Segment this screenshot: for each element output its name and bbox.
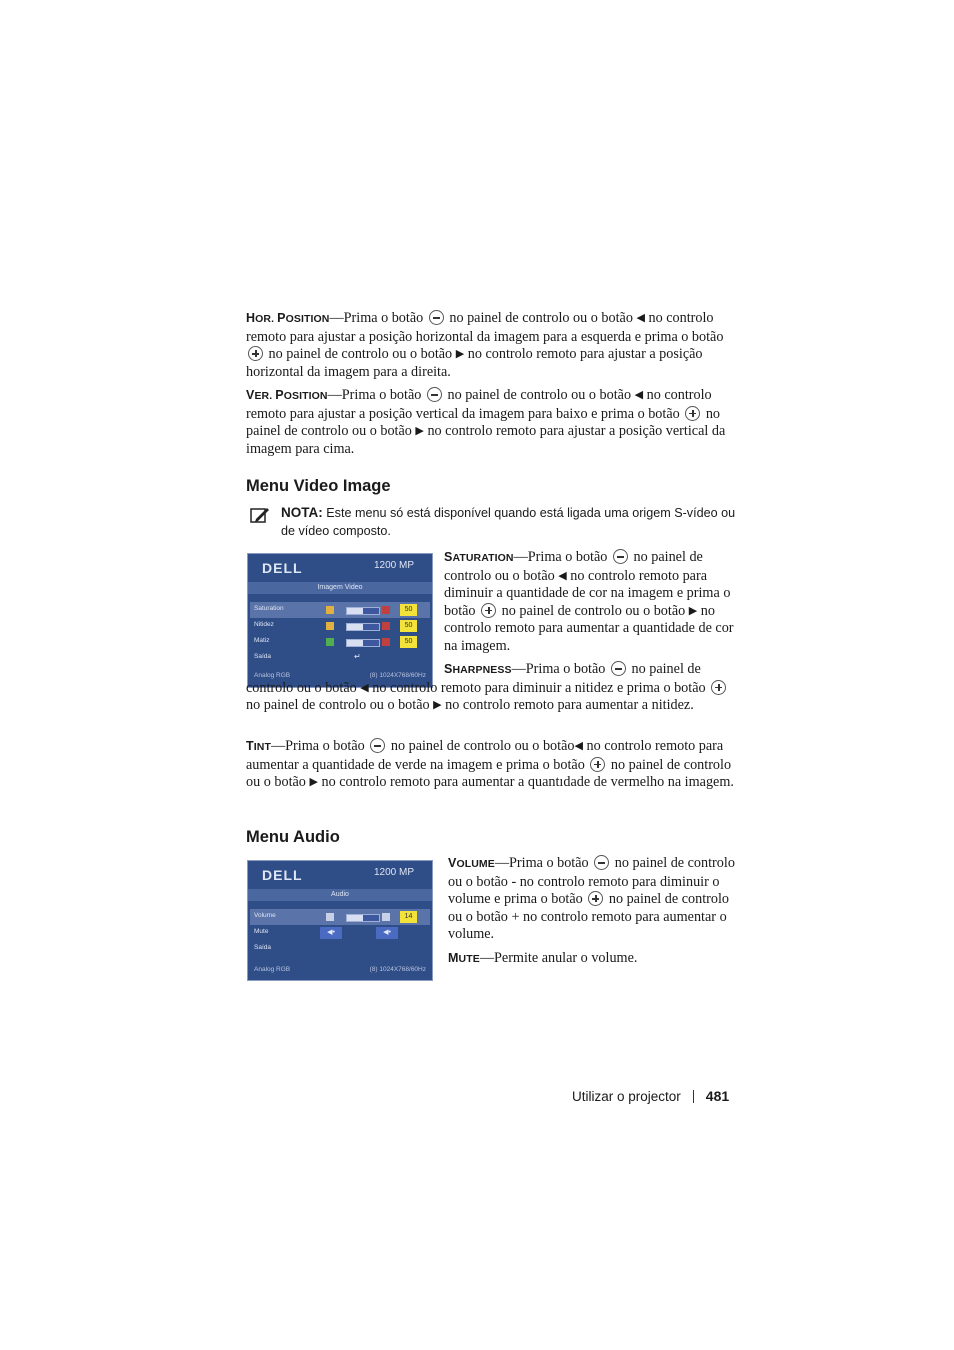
- minus-button-icon: [427, 387, 442, 402]
- osd-increase-icon: [382, 606, 390, 614]
- mute-block: [448, 950, 736, 969]
- osd-slider: [346, 623, 380, 631]
- plus-button-icon: [590, 757, 605, 772]
- mute-paragraph: MUTE—Permite anular o volume.: [448, 950, 638, 966]
- hor-position-paragraph: HOR. POSITION—Prima o botão no painel de controlo ou o botão ◀ no controlo remoto para ajustar a posição horizontal da imagem para a esquerda e prima o botão no painel de controlo ou o botão ▶ no controlo remoto para ajustar a posição horizontal da imagem para a direita.: [246, 310, 724, 380]
- footer-divider: [693, 1090, 694, 1103]
- minus-button-icon: [594, 855, 609, 870]
- audio-section-heading: Menu Audio: [246, 828, 340, 846]
- osd-row-volume: Volume 14: [250, 909, 430, 925]
- footer-section-title: Utilizar o projector: [572, 1089, 681, 1104]
- saturation-term: SATURATION: [444, 550, 514, 564]
- osd-row-mute: Mute ◀• ◀•: [250, 925, 430, 941]
- note-body: Este menu só está disponível quando está ligada uma origem S-vídeo ou de vídeo composto.: [281, 506, 736, 538]
- osd-speaker-low-icon: [326, 913, 334, 921]
- ver-position-paragraph: VER. POSITION—Prima o botão no painel de controlo ou o botão ◀ no controlo remoto para ajustar a posição vertical da imagem para baixo e prima o botão no painel de controlo ou o botão ▶ no controlo remoto para ajustar a posição vertical da imagem para cima.: [246, 387, 726, 457]
- osd-model: 1200 MP: [373, 867, 414, 878]
- osd-row-tint: Matiz 50: [250, 634, 430, 650]
- dell-logo: DELL: [262, 867, 303, 883]
- volume-paragraph: VOLUME—Prima o botão no painel de controlo ou o botão - no controlo remoto para diminuir o volume e prima o botão no painel de controlo ou o botão + no controlo remoto para aumentar o volume.: [448, 855, 735, 943]
- osd-menu-title: Imagem Video: [248, 582, 432, 594]
- osd-row-saturation: Saturation 50: [250, 602, 430, 618]
- osd-decrease-icon: [326, 638, 334, 646]
- tint-term: TINT: [246, 739, 271, 753]
- left-arrow-icon: ◀: [636, 312, 645, 324]
- osd-row-exit: Saída ↵: [254, 652, 361, 661]
- video-section-heading: Menu Video Image: [246, 477, 391, 495]
- osd-menu-title: Audio: [248, 889, 432, 901]
- osd-increase-icon: [382, 622, 390, 630]
- right-arrow-icon: ▶: [433, 699, 442, 712]
- ver-position-term: VER. POSITION: [246, 388, 328, 402]
- osd-slider: [346, 914, 380, 922]
- volume-term: VOLUME: [448, 856, 495, 870]
- hor-position-term: HOR. POSITION: [246, 311, 330, 325]
- osd-return-icon: ↵: [354, 652, 361, 661]
- right-arrow-icon: ▶: [309, 776, 318, 789]
- sharpness-block: [246, 661, 736, 715]
- osd-increase-icon: [382, 638, 390, 646]
- plus-button-icon: [711, 680, 726, 695]
- osd-row-sharpness: Nitidez 50: [250, 618, 430, 634]
- left-arrow-icon: ◀: [634, 389, 644, 401]
- saturation-paragraph: SATURATION—Prima o botão no painel de controlo ou o botão ◀ no controlo remoto para diminuir a quantidade de cor na imagem e prima o botão no painel de controlo ou o botão ▶ no controlo remoto para aumentar a quantidade de cor na imagem.: [444, 549, 734, 654]
- mute-term: MUTE: [448, 951, 480, 965]
- osd-audio-menu-screenshot: [247, 860, 433, 981]
- minus-button-icon: [611, 661, 626, 676]
- osd-row-exit: Saída: [254, 944, 271, 951]
- page-footer: [572, 1088, 729, 1104]
- note-box: [246, 504, 736, 540]
- sharpness-paragraph: SHARPNESS—Prima o botão no painel de controlo ou o botão ◀ no controlo remoto para diminuir a nitidez e prima o botão no painel de controlo ou o botão ▶ no controlo remoto para aumentar a nitidez.: [246, 661, 736, 715]
- plus-button-icon: [248, 346, 263, 361]
- left-arrow-icon: ◀: [360, 681, 369, 694]
- osd-footer: Analog RGB (8) 1024X768/60Hz: [254, 966, 426, 973]
- left-arrow-icon: ◀: [558, 569, 567, 582]
- minus-button-icon: [429, 310, 444, 325]
- osd-slider: [346, 639, 380, 647]
- sharpness-term: SHARPNESS: [444, 662, 512, 676]
- right-arrow-icon: ▶: [455, 348, 465, 361]
- osd-decrease-icon: [326, 606, 334, 614]
- osd-decrease-icon: [326, 622, 334, 630]
- osd-speaker-high-icon: [382, 913, 390, 921]
- page-number: 481: [705, 1088, 730, 1104]
- note-label: NOTA:: [281, 505, 323, 520]
- right-arrow-icon: ▶: [688, 604, 698, 617]
- right-arrow-icon: ▶: [415, 425, 424, 438]
- osd-model: 1200 MP: [373, 560, 414, 571]
- plus-button-icon: [685, 406, 700, 421]
- plus-button-icon: [588, 891, 603, 906]
- osd-slider: [346, 607, 380, 615]
- note-text: [281, 504, 736, 540]
- minus-button-icon: [370, 738, 385, 753]
- tint-paragraph: TINT—Prima o botão no painel de controlo ou o botão◀ no controlo remoto para aumentar a quantidade de verde na imagem e prima o botão no painel de controlo ou o botão ▶ no controlo remoto para aumentar a quantıdade de vermelho na imagem.: [246, 738, 734, 791]
- volume-block: [448, 855, 736, 944]
- saturation-block: [444, 549, 736, 656]
- plus-button-icon: [481, 603, 496, 618]
- osd-mute-off-icon: ◀•: [320, 927, 342, 939]
- left-arrow-icon: ◀: [574, 740, 583, 752]
- osd-mute-on-icon: ◀•: [376, 927, 398, 939]
- dell-logo: DELL: [262, 560, 303, 576]
- osd-footer: Analog RGB (8) 1024X768/60Hz: [254, 672, 426, 679]
- pencil-note-icon: [250, 506, 270, 524]
- hor-position-block: [246, 310, 736, 381]
- tint-block: [246, 738, 736, 792]
- minus-button-icon: [613, 549, 628, 564]
- ver-position-block: [246, 387, 736, 458]
